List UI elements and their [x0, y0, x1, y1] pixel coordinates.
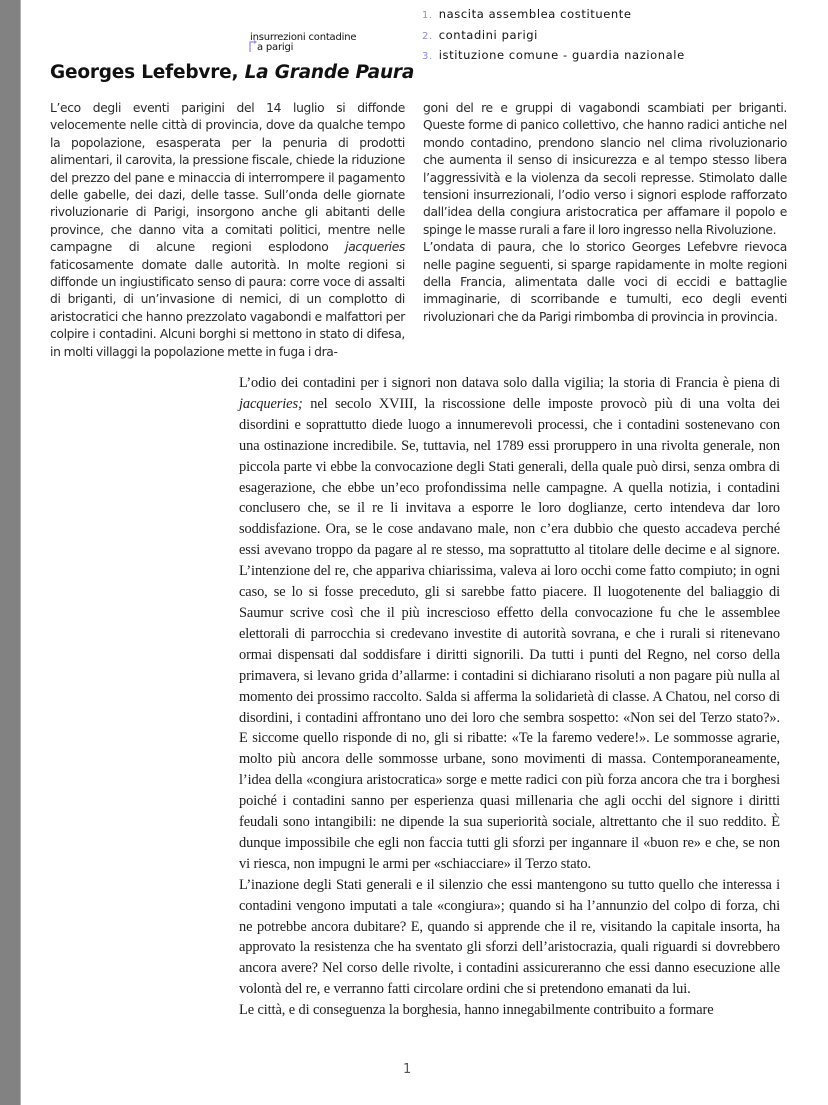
intro-paragraph: L’ondata di paura, che lo storico Georges Lefebvre rievoca nelle pagine seguenti, si sparge rapidamente in molte regioni della Francia, alimentata dalle voci di eccidi e battaglie immaginarie, di scorribande e tumulti, eco degli eventi rivoluzionari che da Parigi rimbomba di provincia in provincia. [423, 240, 787, 324]
intro-text: L’eco degli eventi parigini del 14 luglio si diffonde velocemente nelle città di provincia, dove da qualche tempo la popolazione, esasperata per la penuria di prodotti alimentari, il carovita, la pressione fiscale, chiede la riduzione del prezzo del pane e minaccia di interrompere il pagamento delle gabelle, dei dazi, delle tasse. Sull’onda delle giornate rivoluzionarie di Parigi, insorgono anche gli abitanti delle province, che danno vita a comitati politici, mentre nelle campagne di alcune regioni esplodono [50, 101, 405, 255]
list-text: istituzione comune - guardia nazionale [438, 48, 685, 62]
title-author: Georges Lefebvre, [50, 62, 239, 83]
intro-left-column [50, 100, 405, 361]
handwritten-list-item [422, 5, 685, 26]
main-body-text [239, 373, 780, 1021]
body-italic-term: jacqueries; [239, 395, 303, 412]
body-paragraph: Le città, e di conseguenza la borghesia, hanno innegabilmente contribuito a formare [239, 1002, 714, 1019]
handwritten-numbered-list [422, 5, 685, 67]
intro-paragraph: goni del re e gruppi di vagabondi scambiati per briganti. Queste forme di panico collettivo, che hanno radici antiche nel mondo contadino, prendono slancio nel clima rivoluzionario che aumenta il senso di insicurezza e al tempo stesso libera l’aggressività e la violenza da secoli represse. Stimolato dalle tensioni insurrezionali, l’odio verso i signori esplode rafforzato dall’idea della congiura aristocratica per affamare il popolo e spinge le masse rurali a fare il loro ingresso nella Rivoluzione. [423, 101, 787, 237]
handwritten-list-item [422, 26, 685, 47]
body-text: L’odio dei contadini per i signori non datava solo dalla vigilia; la storia di Francia è piena di [239, 375, 780, 391]
handwritten-side-note [250, 33, 356, 53]
page-title [50, 62, 414, 83]
list-text: nascita assemblea costituente [438, 7, 632, 21]
intro-text: faticosamente domate dalle autorità. In molte regioni si diffonde un ingiustificato senso di paura: corre voce di assalti di briganti, di un’invasione di nemici, di un complotto di aristocratici che hanno prezzolato vagabondi e malfattori per colpire i contadini. Alcuni borghi si mettono in stato di difesa, in molti villaggi la popolazione mette in fuga i dra- [50, 257, 405, 359]
list-number: 1. [422, 10, 433, 21]
intro-paragraph [50, 100, 405, 361]
title-work: La Grande Paura [244, 62, 415, 83]
side-note-line-1: insurrezioni contadine [250, 32, 357, 43]
handwritten-list-item [422, 46, 685, 67]
list-number: 3. [422, 51, 433, 62]
viewer-side-margin [0, 0, 21, 1105]
list-text: contadini parigi [438, 27, 538, 42]
body-paragraph [239, 373, 780, 875]
side-note-line-2: a parigi [257, 42, 294, 53]
list-number: 2. [422, 30, 433, 42]
intro-right-column [423, 100, 787, 326]
page-number: 1 [403, 1062, 412, 1077]
body-paragraph: L’inazione degli Stati generali e il silenzio che essi mantengono su tutto quello che interessa i contadini vengono imputati a tale «congiura»; quando si ha l’annunzio del colpo di forza, chi ne potrebbe ancora dubitare? E, quando si apprende che il re, visitando la capitale insorta, ha approvato la resistenza che ha sventato gli sforzi dell’aristocrazia, quali riguardi si dovrebbero ancora avere? Nel corso delle rivolte, i contadini assicureranno che essi danno esecuzione alle volontà del re, e verranno fatti circolare ordini che si pretendono emanati da lui. [239, 876, 780, 998]
intro-italic-term: jacqueries [345, 240, 405, 255]
body-text: nel secolo XVIII, la riscossione delle imposte provocò più di una volta dei disordini e soprattutto diede luogo a innumerevoli processi, che i contadini sostenevano con una ostinazione incredibile. Se, tuttavia, nel 1789 essi proruppero in una rivolta generale, non piccola parte vi ebbe la convocazione degli Stati generali, della quale può dirsi, senza ombra di esagerazione, che ebbe un’eco profondissima nelle campagne. A quella notizia, i contadini conclusero che, se il re li invitava a esporre le loro doglianze, certo intendeva dar loro soddisfazione. Ora, se le cose andavano male, non c’era dubbio che questo accadeva perché essi avevano troppo da pagare al re stesso, ma soprattutto al titolare delle decime e al signore. L’intenzione del re, che appariva chiarissima, valeva ai loro occhi come fatto compiuto; in ogni caso, se lo si fosse preceduto, gli si sarebbe fatto piacere. Il luogotenente del baliaggio di Saumur scrive così che il più increscioso effetto della convocazione fu che le assemblee elettorali di parrocchia si credevano investite di autorità sovrana, e che i rurali si ritenevano ormai dispensati dal soddisfare i diritti signorili. Da tutti i punti del Regno, nel corso della primavera, si levano grida d’allarme: i contadini si dichiarano risoluti a non pagare più nulla al momento dei prossimo raccolto. Salda si afferma la solidarietà di classe. A Chatou, nel corso di disordini, i contadini affrontano uno dei loro che sembra sospetto: «Non sei del Terzo stato?». E siccome quello risponde di no, gli si ribatte: «Te la faremo vedere!». Le sommosse agrarie, molto più ancora delle sommosse urbane, sono movimenti di massa. Contemporaneamente, l’idea della «congiura aristocratica» sorge e mette radici con più forza ancora che tra i borghesi poiché i contadini sanno per esperienza quasi millenaria che agli occhi del signore i diritti feudali sono intangibili: ne dipende la sua superiorità sociale, altrettanto che il suo reddito. È dunque impossibile che egli non faccia tutti gli sforzi per ingannare il «buon re» e che, se non vi riesca, non impugni le armi per «schiacciare» il Terzo stato. [239, 395, 780, 872]
